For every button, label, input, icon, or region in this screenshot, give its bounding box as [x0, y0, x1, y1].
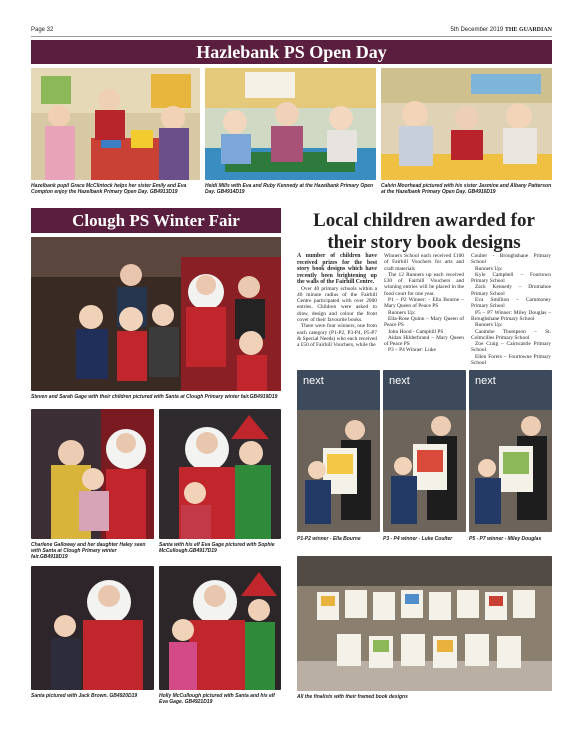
- story-paragraph: Runners Up:: [388, 309, 416, 316]
- hazlebank-photo-3: [381, 68, 552, 180]
- header-rule: [31, 36, 552, 37]
- clough-bot-left-caption: Santa pictured with Jack Brown. GB4920D19: [31, 693, 138, 699]
- clough-photo-bot-left: [31, 566, 154, 690]
- page-number: Page 32: [31, 27, 54, 33]
- winner-caption-p1p2: P1-P2 winner - Ella Bourne: [297, 536, 361, 542]
- hazlebank-caption-3: Calvin Moorhead pictured with his sister Jasmine and Albany Patterson at the Hazelbank Primary Open Day. GB4916D19: [381, 183, 552, 195]
- story-paragraph: Runners Up:: [475, 265, 503, 272]
- finalists-caption: All the finalists with their framed book designs: [297, 694, 408, 700]
- story-paragraph: Ellen Forers – Fourtowne Primary School: [471, 353, 551, 367]
- shop-sign-next: next: [389, 375, 410, 387]
- story-paragraph: The 12 Runners up each received £30 of Fairhill Vouchers and winning entries will be placed in the food court for one year.: [384, 271, 464, 297]
- winner-photo-p3p4: [383, 370, 466, 532]
- story-column-1: [297, 253, 377, 348]
- story-paragraph: P3 – P4 Winner: Luke: [388, 347, 436, 354]
- story-paragraph: Ella-Rose Quinn – Mary Queen of Peace PS: [384, 315, 464, 329]
- winner-caption-p3p4: P3 - P4 winner - Luke Coulter: [383, 536, 453, 542]
- story-paragraph: Caoimhe Thompson – St. Colmcilles Primary School: [471, 328, 551, 341]
- story-paragraph: Over 40 primary schools within a 40 minute radius of the Fairhill Centre participated with over 2000 entries. Children were asked to draw, design and colour the front cover of their favourite books.: [297, 285, 377, 323]
- story-paragraph: There were four winners, one from each category (P1-P2, P3-P4, P5-P7 & Special Needs) who each received a £50 of Fairhill Vouchers, while the: [297, 323, 377, 349]
- hazlebank-photo-2: [205, 68, 376, 180]
- clough-photo-bot-right: [159, 566, 281, 690]
- hazlebank-banner: Hazlebank PS Open Day: [31, 40, 552, 64]
- winner-caption-p5p7: P5 - P7 winner - Miley Douglas: [469, 536, 542, 542]
- hazlebank-caption-1: Hazelbank pupil Grace McClintock helps her sister Emily and Eva Compton enjoy the Hazelbank Primary Open Day. GB4913D19: [31, 183, 187, 195]
- story-paragraph: Aidan Hilderbrand – Mary Queen of Peace PS: [384, 334, 464, 348]
- shop-sign-next: next: [475, 375, 496, 387]
- page-header: [31, 26, 552, 36]
- hazlebank-photo-1: [31, 68, 200, 180]
- clough-photo-mid-right: [159, 409, 281, 539]
- dateline: 5th December 2019 THE GUARDIAN: [450, 27, 552, 33]
- story-paragraph: Eva Smillion – Carnmoney Primary School: [471, 297, 551, 310]
- shop-sign-next: next: [303, 375, 324, 387]
- clough-mid-left-caption: Charlene Galloway and her daughter Haley seen with Santa at Clough Primary winter fair.GB4918D19: [31, 542, 146, 560]
- story-paragraph: P5 – P7 Winner: Miley Douglas – Broughshane Primary School: [471, 309, 551, 322]
- story-column-3: [471, 253, 551, 366]
- story-paragraph: P1 – P2 Winner: - Ella Bourne – Mary Queen of Peace PS: [384, 297, 464, 310]
- clough-bot-right-caption: Holly McCullough pictured with Santa and his elf Eva Gage. GB4921D19: [159, 693, 275, 705]
- story-paragraph: Coulter - Broughshane Primary School: [471, 253, 551, 266]
- story-paragraph: Zoe Craig – Cairncastle Primary School: [471, 341, 551, 354]
- story-paragraph: Zack Kennedy – Drumahoe Primary School: [471, 284, 551, 297]
- story-headline: Local children awarded for their story book designs: [313, 210, 535, 253]
- story-paragraph: Kyle Campbell – Fourtown Primary School: [471, 271, 551, 285]
- clough-main-caption: Steven and Sarah Gage with their children pictured with Santa at Clough Primary winter fair.GB4919D19: [31, 394, 278, 400]
- story-paragraph: Runners Up:: [475, 322, 503, 329]
- winner-photo-p5p7: [469, 370, 552, 532]
- story-paragraph: John Hood - Camphill PS: [388, 328, 444, 335]
- paper-name: THE GUARDIAN: [504, 27, 552, 33]
- clough-mid-right-caption: Santa with his elf Eva Gage pictured with Sophie McCullough.GB4917D19: [159, 542, 275, 554]
- story-lead: A number of children have received prizes for the best story book designs which have recently been brightening up the walls of the Fairhill Centre.: [297, 253, 377, 285]
- clough-main-photo: [31, 237, 281, 391]
- winner-photo-p1p2: [297, 370, 380, 532]
- story-column-2: [384, 253, 464, 354]
- story-paragraph: Winners School each received £100 of Fairhill Vouchers for arts and craft materials: [384, 253, 464, 272]
- clough-photo-mid-left: [31, 409, 154, 539]
- hazlebank-caption-2: Heidi Mills with Eva and Ruby Kennedy at the Hazelbank Primary Open Day. GB4914D19: [205, 183, 374, 195]
- clough-banner: Clough PS Winter Fair: [31, 208, 281, 233]
- finalists-group-photo: [297, 556, 552, 691]
